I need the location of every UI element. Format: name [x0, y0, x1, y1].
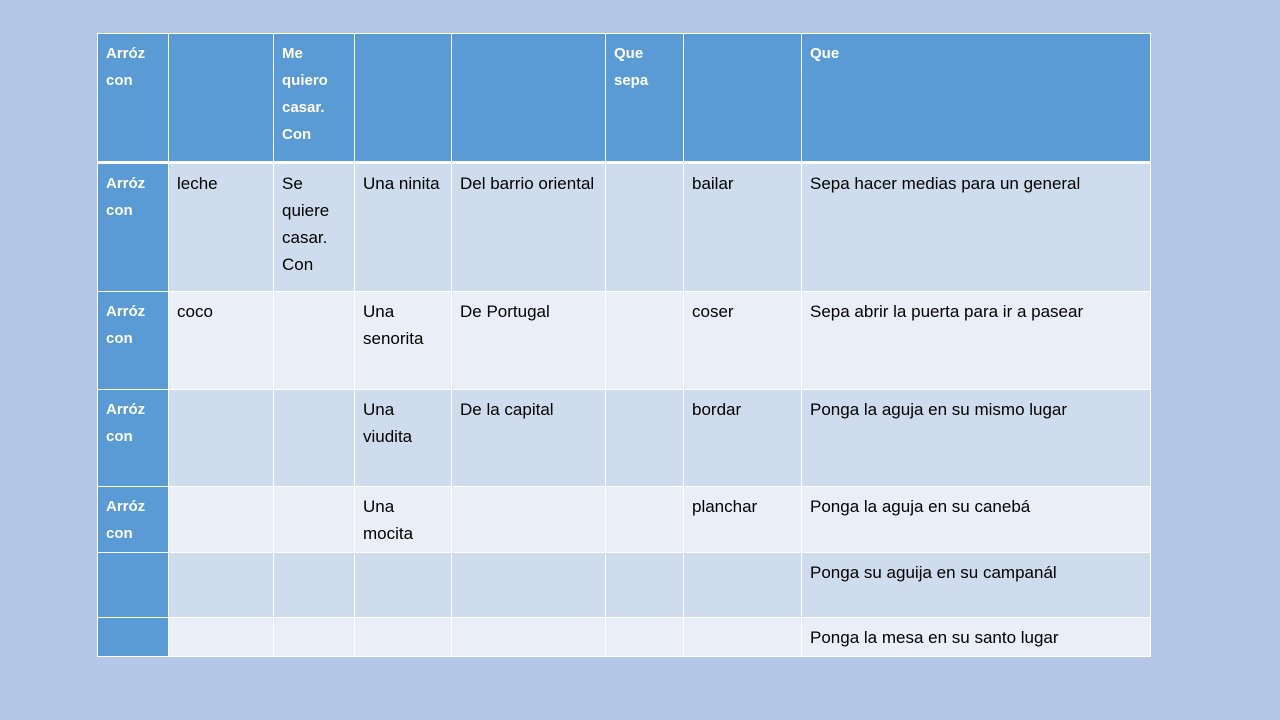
table-row — [98, 390, 1151, 487]
table-cell: Ponga la aguja en su mismo lugar — [802, 390, 1151, 487]
header-cell — [452, 34, 606, 163]
table-row — [98, 163, 1151, 292]
table-cell: Una viudita — [355, 390, 452, 487]
table-cell: coser — [684, 292, 802, 390]
table-cell: planchar — [684, 487, 802, 553]
table-row — [98, 553, 1151, 618]
table-cell: Ponga la mesa en su santo lugar — [802, 618, 1151, 657]
table-cell — [606, 292, 684, 390]
table-cell — [606, 553, 684, 618]
song-table — [97, 33, 1151, 657]
table-cell — [274, 618, 355, 657]
table-cell: Arróz con — [98, 390, 169, 487]
table-cell: Una ninita — [355, 163, 452, 292]
table-cell: De Portugal — [452, 292, 606, 390]
table-cell: bordar — [684, 390, 802, 487]
table-row — [98, 618, 1151, 657]
table-cell: De la capital — [452, 390, 606, 487]
table-cell — [684, 553, 802, 618]
header-cell: Que — [802, 34, 1151, 163]
table-cell: Ponga su aguija en su campanál — [802, 553, 1151, 618]
table-cell: bailar — [684, 163, 802, 292]
table-cell: Una senorita — [355, 292, 452, 390]
table-header-row — [98, 34, 1151, 163]
header-cell — [684, 34, 802, 163]
table-cell — [606, 390, 684, 487]
table-cell — [452, 487, 606, 553]
header-cell: Arróz con — [98, 34, 169, 163]
table-cell — [274, 390, 355, 487]
table-cell — [606, 618, 684, 657]
table-cell — [169, 487, 274, 553]
header-cell — [169, 34, 274, 163]
table-cell — [274, 292, 355, 390]
table-cell: Sepa abrir la puerta para ir a pasear — [802, 292, 1151, 390]
table-cell — [684, 618, 802, 657]
table-cell: Sepa hacer medias para un general — [802, 163, 1151, 292]
table-row — [98, 292, 1151, 390]
table-cell — [169, 390, 274, 487]
table-cell — [606, 487, 684, 553]
table-cell — [452, 553, 606, 618]
table-cell: Se quiere casar. Con — [274, 163, 355, 292]
header-cell: Que sepa — [606, 34, 684, 163]
table-cell — [169, 553, 274, 618]
table-cell — [98, 618, 169, 657]
table-cell: coco — [169, 292, 274, 390]
table-row — [98, 487, 1151, 553]
table-cell — [274, 553, 355, 618]
table-cell — [355, 553, 452, 618]
table-cell: Del barrio oriental — [452, 163, 606, 292]
table-cell — [98, 553, 169, 618]
table-cell — [606, 163, 684, 292]
table-cell — [452, 618, 606, 657]
table-cell: Arróz con — [98, 292, 169, 390]
table-cell: Una mocita — [355, 487, 452, 553]
table-cell: Arróz con — [98, 487, 169, 553]
table-cell — [169, 618, 274, 657]
table-cell: Ponga la aguja en su canebá — [802, 487, 1151, 553]
table-cell: Arróz con — [98, 163, 169, 292]
table-cell: leche — [169, 163, 274, 292]
header-cell: Me quiero casar. Con — [274, 34, 355, 163]
table-cell — [355, 618, 452, 657]
header-cell — [355, 34, 452, 163]
table-cell — [274, 487, 355, 553]
